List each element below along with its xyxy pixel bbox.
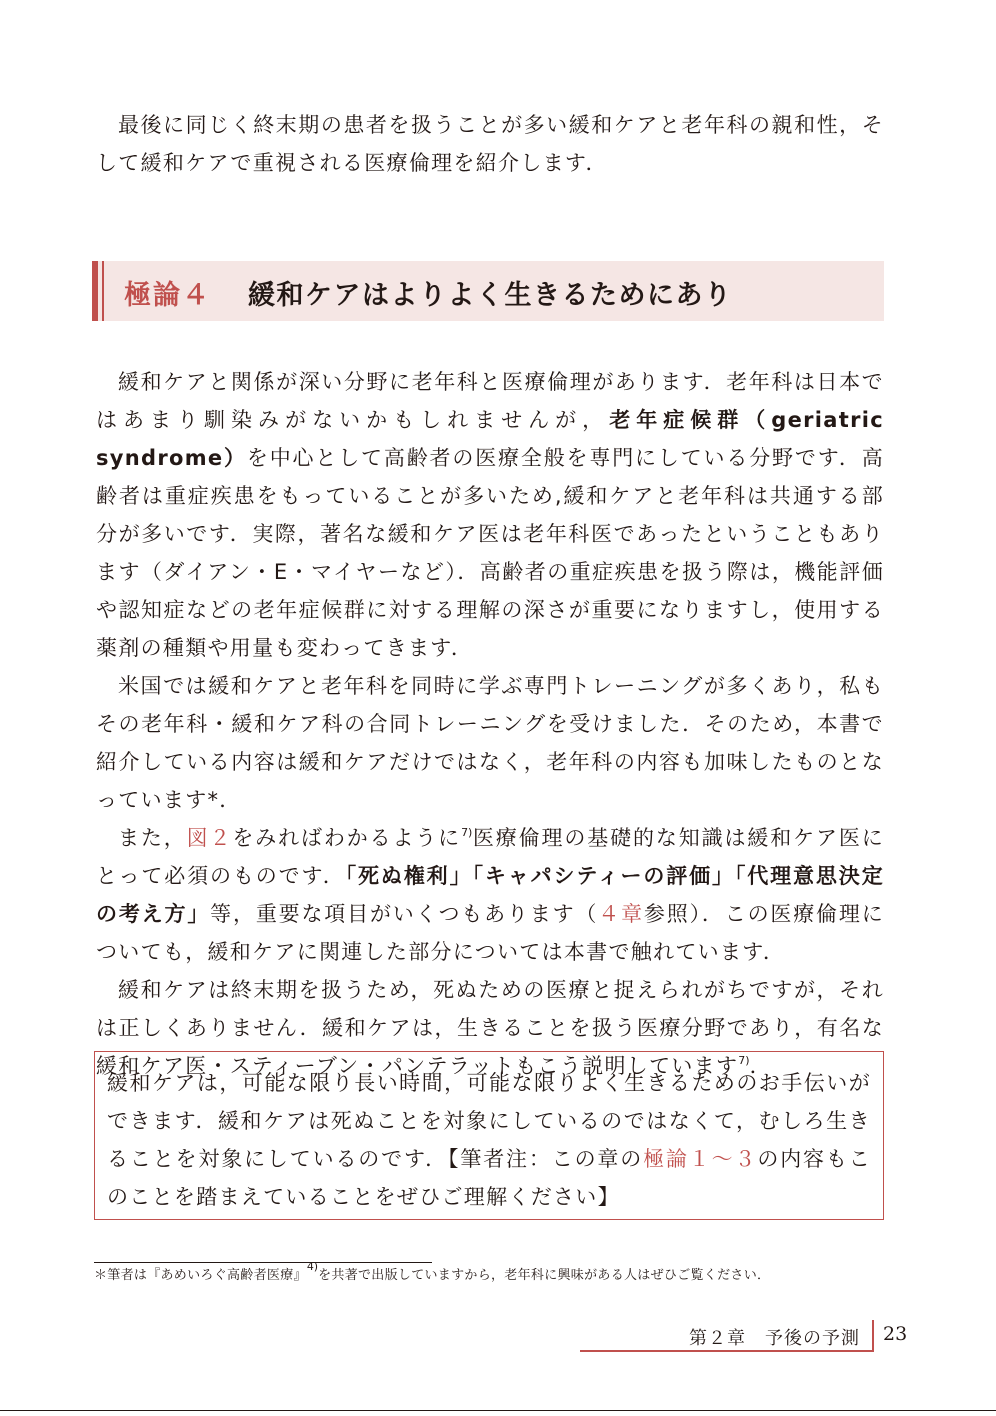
kyokuron-1-3-link[interactable]: 極論１〜３ [643, 1147, 758, 1171]
paragraph-1 [96, 363, 884, 667]
intro-paragraph [96, 106, 884, 182]
quote-text: 緩和ケアは，可能な限り長い時間，可能な限りよく生きるためのお手伝いができます．緩和ケアは死ぬことを対象にしているのではなくて，むしろ生きることを対象にしているのです． [107, 1071, 871, 1171]
footnote-text-a: ＊筆者は『あめいろぐ高齢者医療』 [94, 1268, 307, 1283]
page-number: 23 [883, 1323, 908, 1345]
figure-2-link[interactable]: 図２ [186, 826, 233, 850]
p4-text-a: 緩和ケアは終末期を扱うため，死ぬための医療と捉えられがちですが，それは正しくありません．緩和ケアは，生きることを扱う医療分野であり，有名な緩和ケア医・スティーブン・パンテラットもこう説明しています [96, 978, 884, 1078]
p3-text-a: また， [118, 826, 187, 850]
footnote [94, 1260, 894, 1286]
citation-7: 7) [461, 826, 473, 839]
intro-text: 最後に同じく終末期の患者を扱うことが多い緩和ケアと老年科の親和性，そして緩和ケアで重視される医療倫理を紹介します． [96, 113, 884, 175]
p1-text-a: 緩和ケアと関係が深い分野に老年科と医療倫理があります．老年科は日本ではあまり馴染みがないかもしれませんが， [96, 370, 884, 432]
citation-4: 4) [306, 1260, 319, 1273]
paragraph-3 [96, 819, 884, 971]
p1-text-b: を中心として高齢者の医療全般を専門にしている分野です．高齢者は重症疾患をもっていることが多いため,緩和ケアと老年科は共通する部分が多いです．実際，著名な緩和ケア医は老年科医であったということもあります（ダイアン・E・マイヤーなど）．高齢者の重症疾患を扱う際は，機能評価や認知症などの老年症候群に対する理解の深さが重要になりますし，使用する薬剤の種類や用量も変わってきます． [96, 446, 885, 660]
chapter-4-link[interactable]: ４章 [598, 902, 644, 926]
p3-text-b: をみればわかるように [232, 826, 462, 850]
footer-separator [872, 1320, 874, 1350]
chapter-title: 第２章 予後の予測 [689, 1328, 860, 1349]
footnote-divider [94, 1262, 432, 1263]
p3-text-e: 参照）．この医療倫理についても，緩和ケアに関連した部分については本書で触れています． [96, 902, 885, 964]
heading-title: 緩和ケアはよりよく生きるためにあり [248, 280, 733, 311]
p4-text-b: ． [749, 1054, 772, 1078]
ethics-terms: 「死ぬ権利」「キャパシティーの評価」「代理意思決定の考え方」 [96, 864, 884, 926]
heading-label: 極論４ [124, 280, 211, 311]
quote-box [94, 1051, 884, 1220]
footer-rule [580, 1350, 874, 1352]
geriatric-syndrome-term: 老年症候群（geriatric syndrome） [96, 408, 885, 470]
page-footer [580, 1320, 916, 1352]
author-note-open: 【筆者注：この章の [448, 1147, 644, 1171]
p3-text-c: 医療倫理の基礎的な知識は緩和ケア医にとって必須のものです． [96, 826, 885, 888]
paragraph-2: 米国では緩和ケアと老年科を同時に学ぶ専門トレーニングが多くあり，私もその老年科・緩和ケア科の合同トレーニングを受けました．そのため，本書で紹介している内容は緩和ケアだけではなく，老年科の内容も加味したものとなっています*． [96, 674, 884, 812]
p3-text-d: 等，重要な項目がいくつもあります（ [210, 902, 599, 926]
heading-accent-bar [102, 261, 104, 321]
footnote-text-b: を共著で出版していますから，老年科に興味がある人はぜひご覧ください． [318, 1268, 771, 1283]
section-heading [92, 261, 884, 321]
author-note-close: の内容もこのことを踏まえていることをぜひご理解ください】 [107, 1147, 872, 1209]
citation-7b: 7) [738, 1054, 750, 1067]
body-text [96, 363, 884, 1085]
page-edge-line [0, 1410, 996, 1411]
